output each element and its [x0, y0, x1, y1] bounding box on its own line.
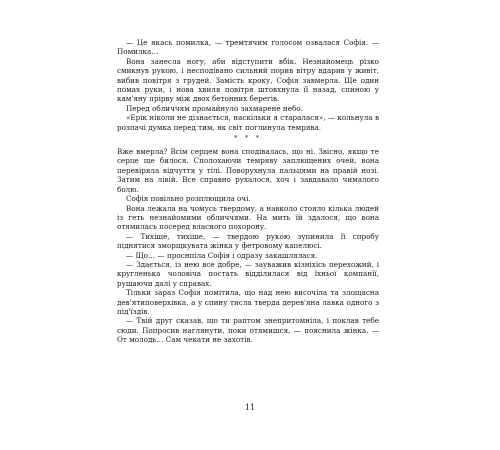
paragraph: — Твій друг сказав, що ти раптом знепритомніла, і поклав тебе сюди. Попросив наглянути, поки отямишся, — пояснила жінка. — От молодь… Сам чекати не захотів.	[117, 316, 379, 345]
paragraph: Вона лежала на чомусь твердому, а навколо стояло кілька людей із геть незнайомими обличчями. На мить їй здалося, що вона отямилась посеред власного похорону.	[117, 203, 379, 232]
paragraph: Софія повільно розплющила очі.	[126, 194, 251, 204]
paragraph: Перед обличчям промайнуло захмарене небо.	[126, 103, 303, 113]
section-separator: * * *	[234, 135, 262, 143]
paragraph: Вона занесла ногу, аби відступити вбік. Незнайомець різко смикнув рукою, і несподівано сильний порив вітру вдарив у живіт, вибив повітря з грудей. Замість кроку, Софія завмерла. Ще один помах руки, і нова хвиля повітря штовхнула її назад, спиною у кам'яну прірву між двох бетонних берегів.	[117, 56, 379, 104]
paragraph: Тільки зараз Софія помітила, що над нею височіла та злощасна дев'ятиповерхівка, а у спину тисла тверда дерев'яна лавка одного з під'їздів.	[117, 288, 379, 316]
paragraph: — Тихіше, тихіше, — твердою рукою зупинила її спробу піднятися зморщкувата жінка у фетровому капелюсі.	[117, 231, 379, 251]
page-number: 11	[244, 403, 256, 412]
paragraph: — Це якась помилка, — тремтячим голосом озвалася Софія. — Помилка…	[117, 38, 379, 57]
paragraph: — Здається, із нею все добре, — зауважив кізніхісь перехожий, і кругленька чоловіча постать відділилася від їхньої компанії, рушаючи далі у справах.	[117, 259, 379, 288]
paragraph: «Ерік ніколи не дізнається, наскільки я старалася», — кольнула в розпачі думка перед тим, як світ поглинула темрява.	[117, 113, 379, 132]
page-body	[117, 38, 379, 345]
paragraph: — Що… — проснпіла Софія і одразу закашлялася.	[126, 250, 318, 260]
paragraph: Вже вмерла? Всім серцем вона сподівалась, що ні. Звісно, якщо те серце ще билося. Сполохаючи темряву заплющених очей, вона перевіряла відчуття у тілі. Поворухнула пальцями на правій нозі. Затим на лівій. Все справно рухалося, хоч і завдавало чималого болю.	[117, 147, 379, 194]
